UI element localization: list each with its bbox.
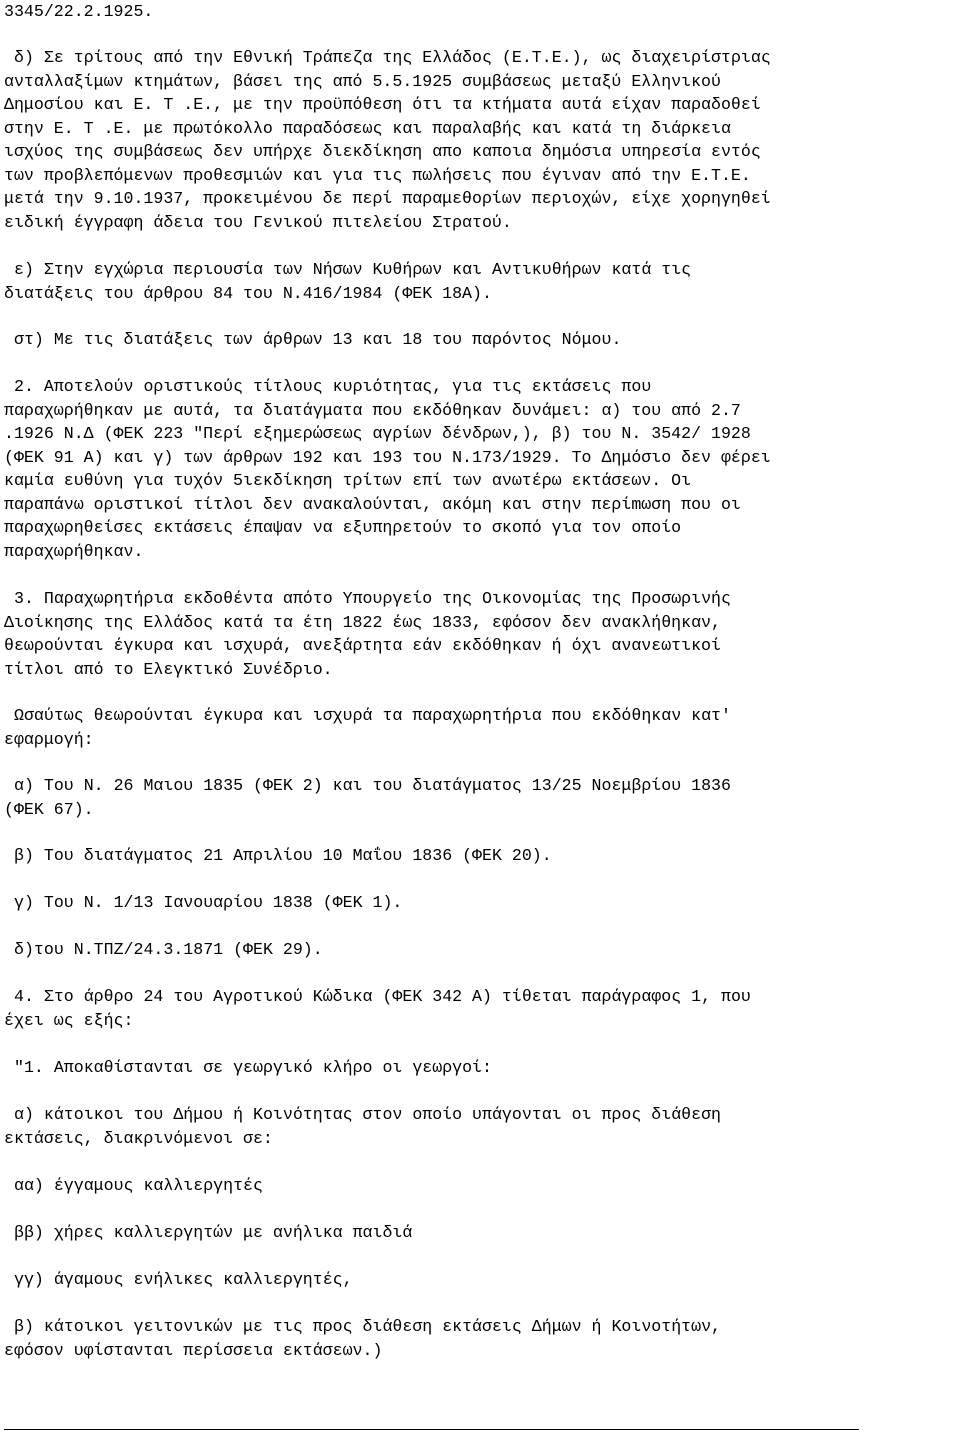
text-line: παραχωρηθείσες εκτάσεις έπαψαν να εξυπηρετούν το σκοπό για τον οποίο (4, 518, 682, 537)
text-line: "1. Αποκαθίστανται σε γεωργικό κλήρο οι γεωργοί: (14, 1058, 492, 1077)
paragraph-item-a2 (4, 1103, 721, 1150)
text-line: παραχωρήθηκαν με αυτά, τα διατάγματα που εκδόθηκαν δυνάμει: α) του από 2.7 (4, 400, 741, 420)
text-line: γγ) άγαμους ενήλικες καλλιεργητές, (14, 1270, 353, 1289)
text-line: (ΦΕΚ 67). (4, 799, 94, 819)
text-line: β) κάτοικοι γειτονικών με τις προς διάθεση εκτάσεις Δήμων ή Κοινοτήτων, (14, 1317, 722, 1336)
text-line: τίτλοι από το Ελεγκτικό Συνέδριο. (4, 659, 333, 679)
text-line: ισχύος της συμβάσεως δεν υπήρχε διεκδίκηση απο καποια δημόσια υπηρεσία εντός (4, 142, 761, 161)
paragraph-header-ref (4, 0, 153, 24)
text-line: β) Του διατάγματος 21 Απριλίου 10 Μαΐου 1836 (ΦΕΚ 20). (14, 846, 552, 865)
text-line: δ) Σε τρίτους από την Εθνική Τράπεζα της Ελλάδος (Ε.Τ.Ε.), ως διαχειρίστριας (14, 48, 771, 67)
text-line: 3345/22.2.1925. (4, 2, 154, 21)
text-line: .1926 Ν.Δ (ΦΕΚ 223 "Περί εξημερώσεως αγρίων δένδρων,), β) του Ν. 3542/ 1928 (4, 424, 751, 443)
text-line: ββ) χήρες καλλιεργητών με ανήλικα παιδιά (14, 1223, 413, 1242)
paragraph-para-also (4, 704, 731, 751)
text-line: μετά την 9.10.1937, προκειμένου δε περί παραμεθορίων περιοχών, είχε χορηγηθεί (4, 189, 771, 208)
text-line: στ) Με τις διατάξεις των άρθρων 13 και 18 του παρόντος Νόμου. (14, 330, 622, 349)
paragraph-para-4 (4, 985, 751, 1032)
paragraph-item-aa (4, 1174, 263, 1198)
paragraph-para-2 (4, 375, 771, 563)
paragraph-item-d1 (4, 938, 323, 962)
text-line: γ) Του Ν. 1/13 Ιανουαρίου 1838 (ΦΕΚ 1). (14, 893, 403, 912)
paragraph-item-st (4, 328, 621, 352)
footer-rule (4, 1429, 859, 1430)
text-line: ε) Στην εγχώρια περιουσία των Νήσων Κυθήρων και Αντικυθήρων κατά τις (14, 260, 692, 279)
text-line: αα) έγγαμους καλλιεργητές (14, 1176, 263, 1195)
paragraph-quote-1 (4, 1056, 492, 1080)
paragraph-item-bb (4, 1221, 412, 1245)
text-line: ανταλλαξίμων κτημάτων, βάσει της από 5.5.1925 συμβάσεως μεταξύ Ελληνικού (4, 71, 721, 91)
text-line: καμία ευθύνη για τυχόν 5ιεκδίκηση τρίτων επί των ανωτέρω εκτάσεων. Οι (4, 471, 692, 490)
text-line: 4. Στο άρθρο 24 του Αγροτικού Κώδικα (ΦΕΚ 342 Α) τίθεται παράγραφος 1, που (14, 987, 751, 1006)
text-line: δ)του Ν.ΤΠΖ/24.3.1871 (ΦΕΚ 29). (14, 940, 323, 959)
text-line: εφόσον υφίστανται περίσσεια εκτάσεων.) (4, 1340, 383, 1360)
text-line: (ΦΕΚ 91 Α) και γ) των άρθρων 192 και 193 του Ν.173/1929. Το Δημόσιο δεν φέρει (4, 447, 771, 467)
text-line: α) κάτοικοι του Δήμου ή Κοινότητας στον οποίο υπάγονται οι προς διάθεση (14, 1105, 722, 1124)
text-line: θεωρούνται έγκυρα και ισχυρά, ανεξάρτητα εάν εκδόθηκαν ή όχι ανανεωτικοί (4, 636, 721, 655)
text-line: παραχωρήθηκαν. (4, 541, 144, 561)
text-line: έχει ως εξής: (4, 1010, 134, 1030)
text-line: 2. Αποτελούν οριστικούς τίτλους κυριότητας, για τις εκτάσεις που (14, 377, 652, 396)
paragraph-item-b2 (4, 1315, 721, 1362)
text-line: στην Ε. Τ .Ε. με πρωτόκολλο παραδόσεως και παραλαβής και κατά τη διάρκεια (4, 118, 731, 138)
paragraph-item-gg (4, 1268, 353, 1292)
text-line: παραπάνω οριστικοί τίτλοι δεν ανακαλούνται, ακόμη και στην περίmωση που οι (4, 494, 741, 514)
text-line: α) Του Ν. 26 Μαιου 1835 (ΦΕΚ 2) και του διατάγματος 13/25 Νοεμβρίου 1836 (14, 776, 731, 795)
paragraph-item-d (4, 46, 771, 234)
text-line: των προβλεπόμενων προθεσμιών και για τις πωλήσεις που έγιναν από την Ε.Τ.Ε. (4, 165, 751, 185)
paragraph-para-3 (4, 587, 731, 681)
paragraph-item-e (4, 258, 691, 305)
paragraph-item-b1 (4, 844, 552, 868)
text-line: διατάξεις του άρθρου 84 του Ν.416/1984 (ΦΕΚ 18Α). (4, 283, 492, 303)
text-line: ειδική έγγραφη άδεια του Γενικού πιτελείου Στρατού. (4, 212, 512, 232)
text-line: Ωσαύτως θεωρούνται έγκυρα και ισχυρά τα παραχωρητήρια που εκδόθηκαν κατ' (14, 706, 731, 725)
text-line: Διοίκησης της Ελλάδος κατά τα έτη 1822 έως 1833, εφόσον δεν ανακλήθηκαν, (4, 612, 721, 632)
paragraph-item-c1 (4, 891, 402, 915)
paragraph-item-a1 (4, 774, 731, 821)
text-line: 3. Παραχωρητήρια εκδοθέντα απότο Υπουργείο της Οικονομίας της Προσωρινής (14, 589, 731, 608)
text-line: εφαρμογή: (4, 729, 94, 749)
text-line: εκτάσεις, διακρινόμενοι σε: (4, 1128, 273, 1148)
text-line: Δημοσίου και Ε. Τ .Ε., με την προϋπόθεση ότι τα κτήματα αυτά είχαν παραδοθεί (4, 95, 761, 114)
